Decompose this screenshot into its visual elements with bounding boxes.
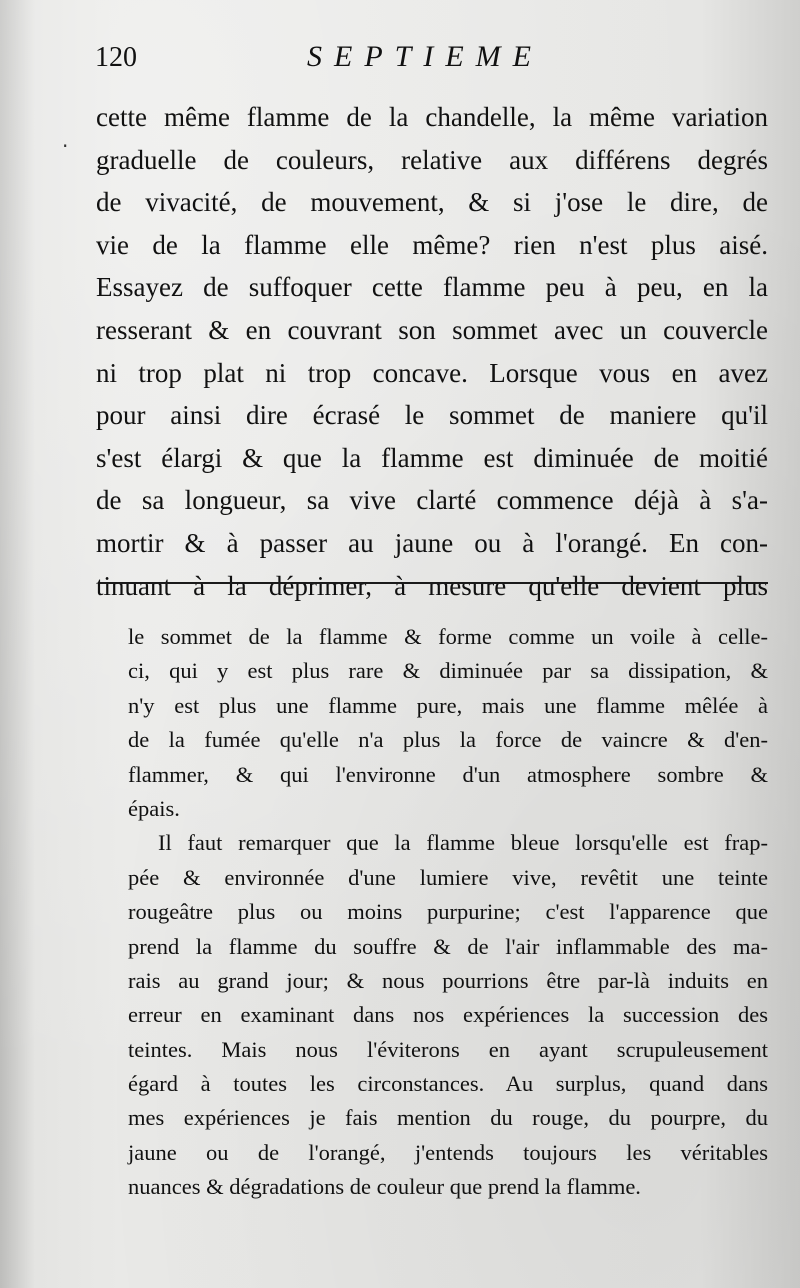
main-text: [96, 96, 768, 607]
footnote-divider: [100, 582, 768, 584]
footnote-line: de la fumée qu'elle n'a plus la force de vaincre & d'en-: [128, 727, 768, 753]
footnote-line: rougeâtre plus ou moins purpurine; c'est l'apparence que: [128, 899, 768, 925]
main-line: s'est élargi & que la flamme est diminuée de moitié: [96, 442, 768, 473]
main-line: pour ainsi dire écrasé le sommet de maniere qu'il: [96, 400, 768, 431]
footnote-line: égard à toutes les circonstances. Au surplus, quand dans: [128, 1071, 768, 1097]
main-line: Essayez de suffoquer cette flamme peu à peu, en la: [96, 272, 768, 303]
main-line: de vivacité, de mouvement, & si j'ose le dire, de: [96, 187, 768, 218]
main-line: cette même flamme de la chandelle, la même variation: [96, 102, 768, 132]
footnote-line: jaune ou de l'orangé, j'entends toujours les véritables: [128, 1139, 768, 1165]
footnote: [128, 620, 768, 1205]
main-line: vie de la flamme elle même? rien n'est plus aisé.: [96, 229, 768, 260]
footnote-line: le sommet de la flamme & forme comme un voile à celle-: [128, 624, 768, 649]
main-line: graduelle de couleurs, relative aux différens degrés: [96, 144, 768, 175]
footnote-line: pée & environnée d'une lumiere vive, revêtit une teinte: [128, 864, 768, 890]
running-title: SEPTIEME: [307, 40, 543, 73]
main-line: ni trop plat ni trop concave. Lorsque vous en avez: [96, 357, 768, 388]
footnote-line: Il faut remarquer que la flamme bleue lorsqu'elle est frap-: [158, 830, 768, 856]
main-line: de sa longueur, sa vive clarté commence déjà à s'a-: [96, 485, 768, 516]
footnote-line: teintes. Mais nous l'éviterons en ayant scrupuleusement: [128, 1036, 768, 1062]
footnote-line: n'y est plus une flamme pure, mais une flamme mêlée à: [128, 692, 768, 718]
running-head: [95, 40, 775, 80]
main-line: resserant & en couvrant son sommet avec un couvercle: [96, 314, 768, 345]
page-number: 120: [95, 42, 137, 73]
footnote-line: épais.: [128, 795, 180, 821]
footnote-line: prend la flamme du souffre & de l'air inflammable des ma-: [128, 933, 768, 959]
footnote-line: flammer, & qui l'environne d'un atmosphere sombre &: [128, 761, 768, 787]
footnote-line: erreur en examinant dans nos expériences la succession des: [128, 1002, 768, 1028]
margin-mark: ·: [62, 134, 69, 158]
footnote-line: nuances & dégradations de couleur que prend la flamme.: [128, 1174, 641, 1200]
footnote-line: ci, qui y est plus rare & diminuée par sa dissipation, &: [128, 658, 768, 684]
footnote-line: mes expériences je fais mention du rouge, du pourpre, du: [128, 1105, 768, 1131]
main-line: tinuant à la déprimer, à mesure qu'elle devient plus: [96, 570, 768, 601]
footnote-line: rais au grand jour; & nous pourrions être par-là induits en: [128, 967, 768, 993]
main-line: mortir & à passer au jaune ou à l'orangé. En con-: [96, 527, 768, 558]
